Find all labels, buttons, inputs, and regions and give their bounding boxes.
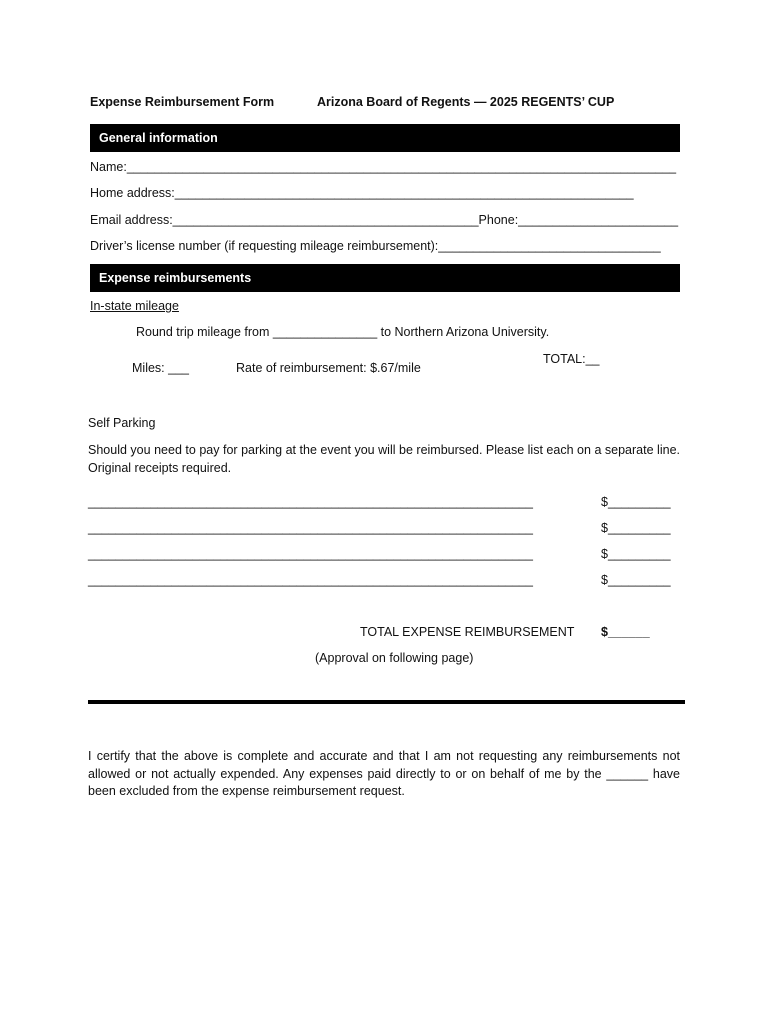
parking-item-line[interactable]: ________________________________________________________________ xyxy=(88,521,533,535)
organization-title: Arizona Board of Regents — 2025 REGENTS’ CUP xyxy=(317,95,615,109)
parking-item-line[interactable]: ________________________________________________________________ xyxy=(88,547,533,561)
form-title: Expense Reimbursement Form xyxy=(90,95,275,109)
parking-item-amount[interactable]: $_________ xyxy=(601,495,671,509)
approval-note: (Approval on following page) xyxy=(315,651,474,665)
self-parking-heading: Self Parking xyxy=(88,416,156,430)
section-divider xyxy=(88,700,685,704)
parking-instructions: Should you need to pay for parking at the event you will be reimbursed. Please list each on a separate line. Original receipts required. xyxy=(88,443,680,475)
miles-field[interactable]: Miles: ___ xyxy=(132,361,189,375)
home-address-field[interactable]: Home address:__________________________________________________________________ xyxy=(90,186,634,200)
general-information-header: General information xyxy=(90,124,680,152)
mileage-total-field[interactable]: TOTAL:__ xyxy=(543,352,600,366)
total-expense-amount[interactable]: $______ xyxy=(601,625,650,639)
roundtrip-mileage-field[interactable]: Round trip mileage from _______________ to Northern Arizona University. xyxy=(136,325,550,339)
certification-statement: I certify that the above is complete and accurate and that I am not requesting any reimbursements not allowed or not actually expended. Any expenses paid directly to or on behalf of me by the ______ have been excluded from the expense reimbursement request. xyxy=(88,749,680,798)
parking-item-line[interactable]: ________________________________________________________________ xyxy=(88,573,533,587)
parking-item-amount[interactable]: $_________ xyxy=(601,547,671,561)
expense-reimbursements-header: Expense reimbursements xyxy=(90,264,680,292)
parking-item-line[interactable]: ________________________________________________________________ xyxy=(88,495,533,509)
email-phone-field[interactable]: Email address:____________________________________________Phone:_______________________ xyxy=(90,213,679,227)
instate-mileage-heading: In-state mileage xyxy=(90,299,179,313)
drivers-license-field[interactable]: Driver’s license number (if requesting mileage reimbursement):________________________________ xyxy=(90,239,661,253)
name-field[interactable]: Name:_______________________________________________________________________________ xyxy=(90,160,677,174)
parking-item-amount[interactable]: $_________ xyxy=(601,521,671,535)
parking-item-amount[interactable]: $_________ xyxy=(601,573,671,587)
rate-of-reimbursement: Rate of reimbursement: $.67/mile xyxy=(236,361,421,375)
total-expense-label: TOTAL EXPENSE REIMBURSEMENT xyxy=(360,625,575,639)
